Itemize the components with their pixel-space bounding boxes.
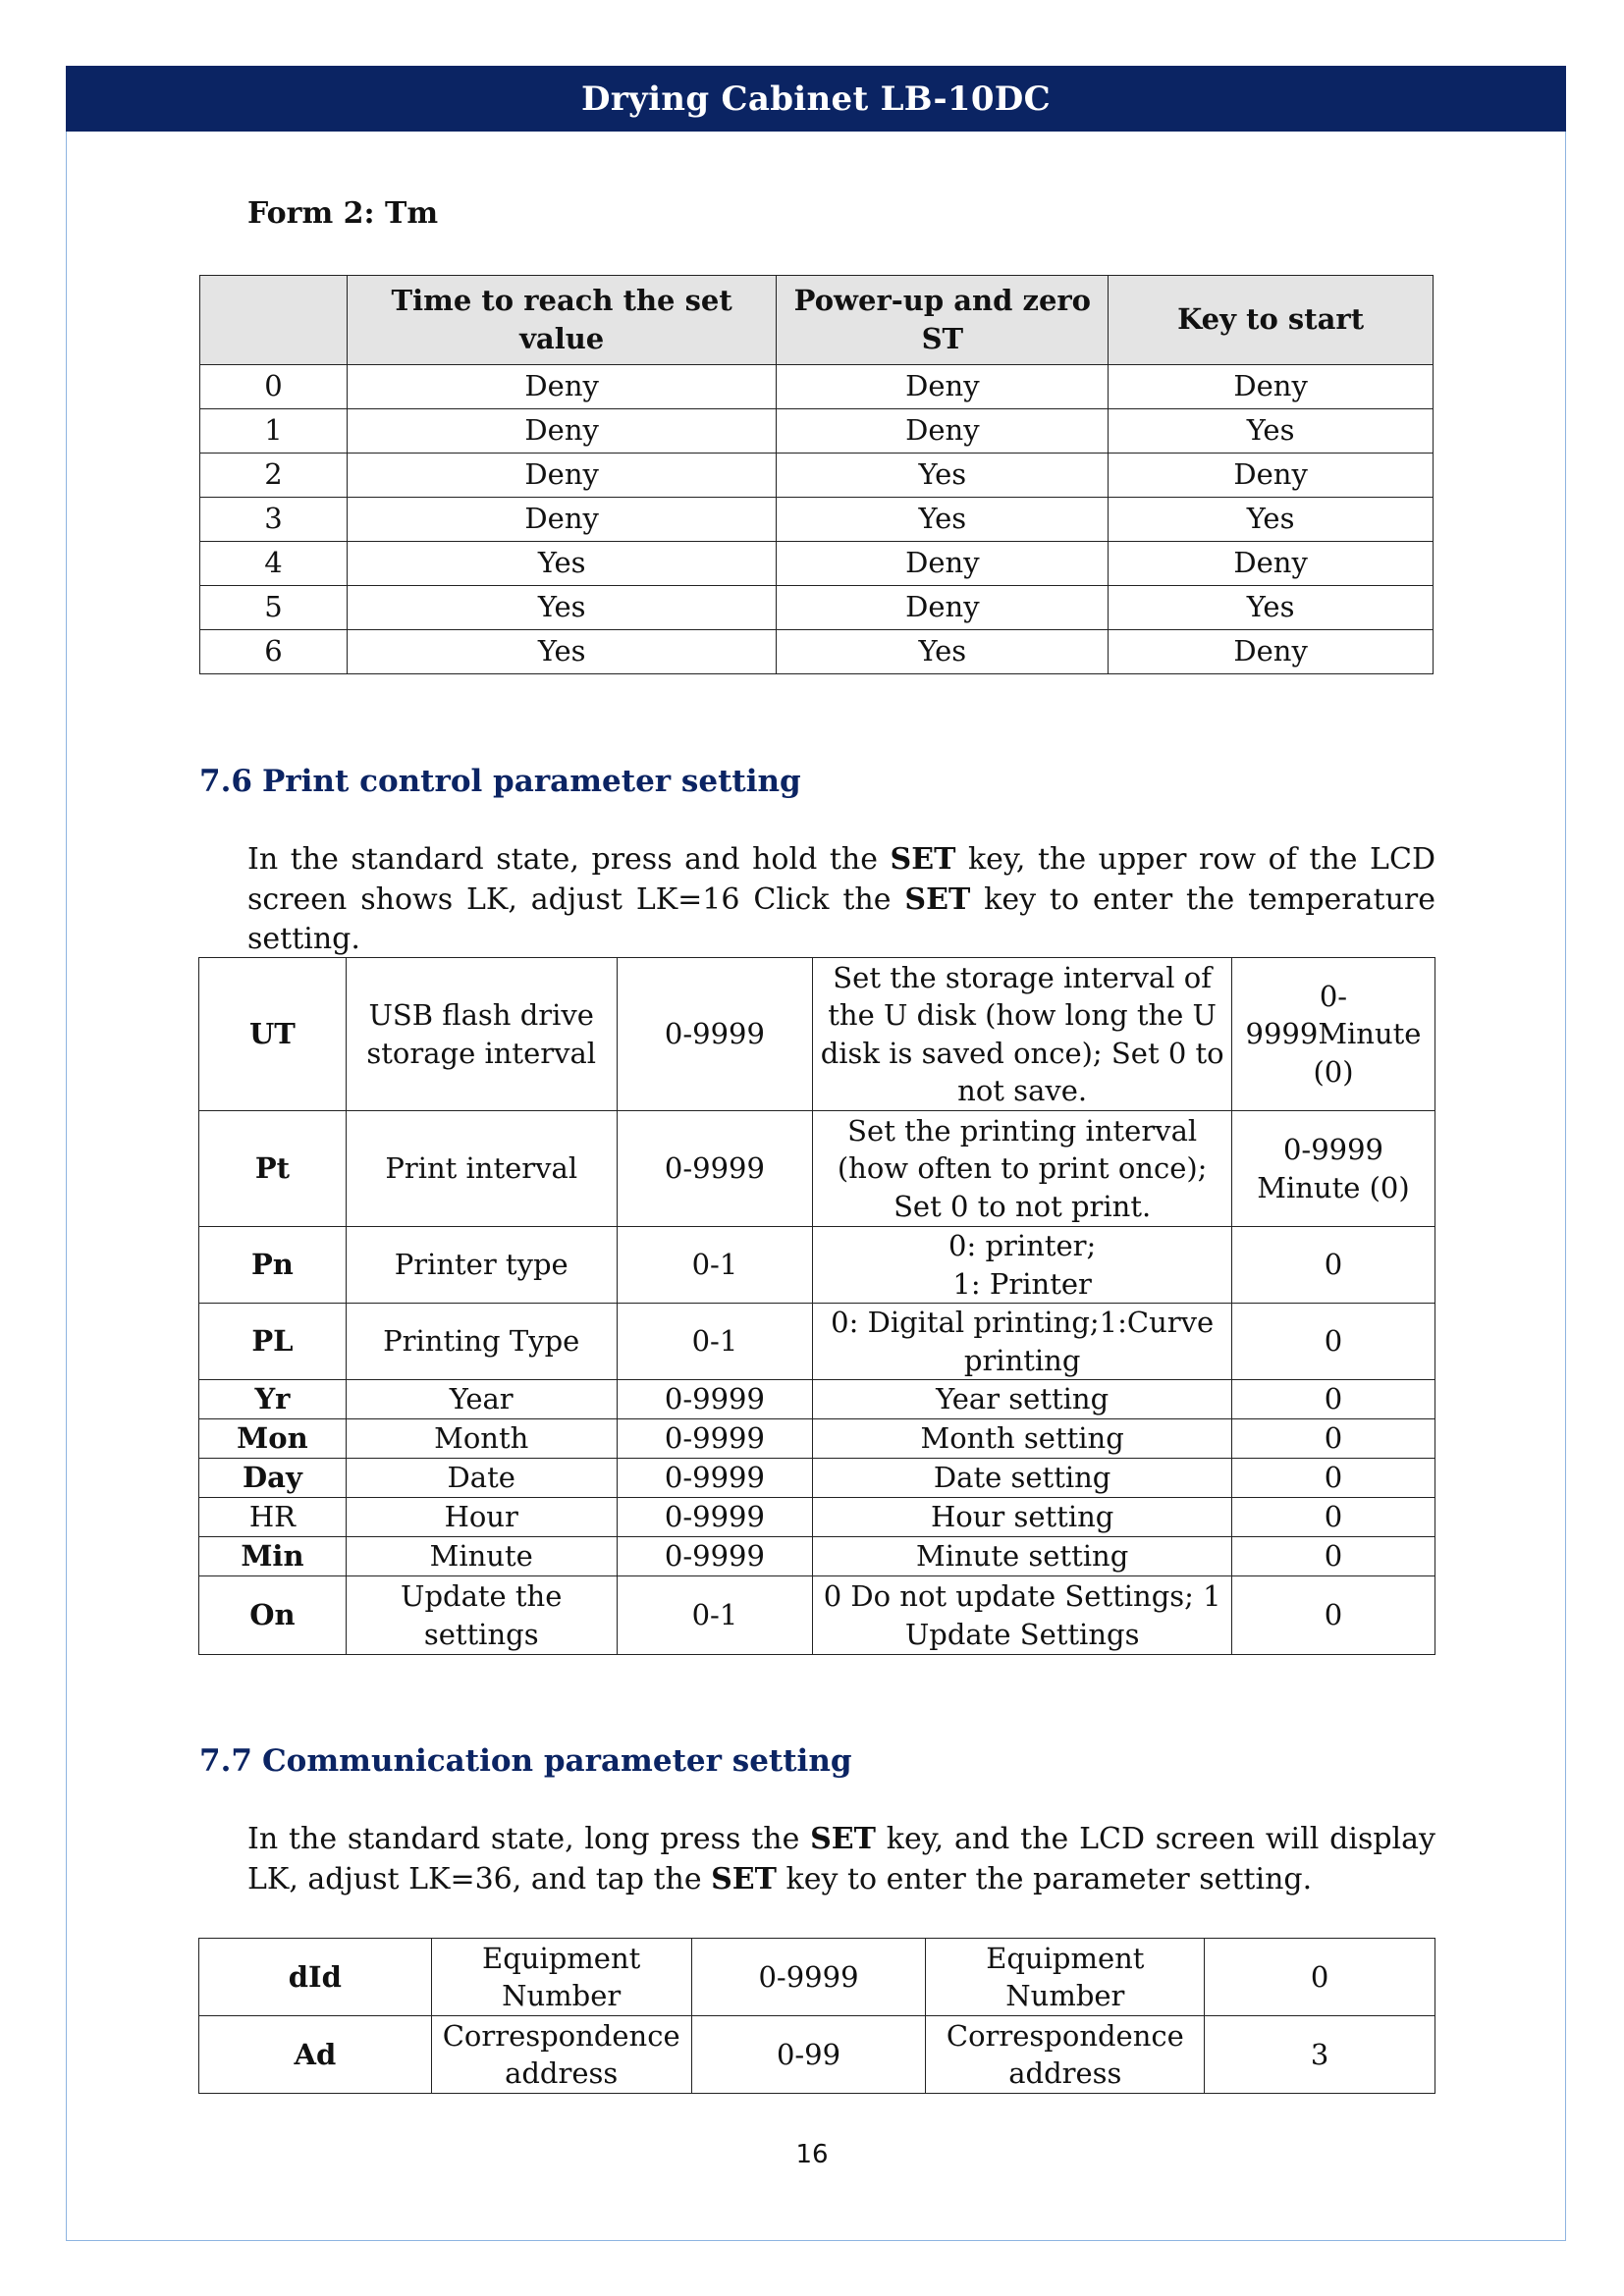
param-description: Month setting bbox=[813, 1419, 1232, 1459]
param-code: Mon bbox=[199, 1419, 347, 1459]
print-param-row bbox=[199, 1227, 1435, 1304]
document-title: Drying Cabinet LB-10DC bbox=[581, 79, 1051, 119]
param-description: Minute setting bbox=[813, 1537, 1232, 1576]
param-default: 0 bbox=[1205, 1939, 1435, 2016]
param-code: PL bbox=[199, 1304, 347, 1380]
tm-header-row bbox=[200, 276, 1434, 365]
tm-cell: Deny bbox=[1109, 630, 1434, 674]
param-name: Hour bbox=[346, 1498, 617, 1537]
page-number: 16 bbox=[795, 2140, 829, 2169]
section-title: Communication parameter setting bbox=[262, 1743, 852, 1779]
param-default: 0 bbox=[1231, 1576, 1435, 1655]
comm-param-row bbox=[199, 1939, 1435, 2016]
para-text: In the standard state, long press the bbox=[247, 1822, 811, 1856]
para-text: key, the upper row of the LCD screen shows LK, adjust LK=16 Click the bbox=[247, 842, 1435, 917]
tm-header-cell: Key to start bbox=[1109, 276, 1434, 365]
para-text: key to enter the parameter setting. bbox=[776, 1861, 1313, 1896]
tm-cell: 3 bbox=[200, 498, 348, 542]
tm-cell: 4 bbox=[200, 542, 348, 586]
section-number: 7.7 bbox=[199, 1743, 252, 1779]
print-param-row bbox=[199, 1498, 1435, 1537]
param-code: Ad bbox=[199, 2016, 432, 2094]
tm-cell: Deny bbox=[777, 542, 1109, 586]
print-param-row bbox=[199, 1419, 1435, 1459]
tm-cell: Deny bbox=[347, 365, 777, 409]
tm-row bbox=[200, 542, 1434, 586]
tm-cell: Deny bbox=[777, 409, 1109, 454]
param-range: 0-1 bbox=[617, 1304, 813, 1380]
section-title: Print control parameter setting bbox=[262, 764, 801, 799]
param-range: 0-9999 bbox=[617, 1111, 813, 1227]
set-key-label: SET bbox=[711, 1861, 777, 1896]
param-range: 0-9999 bbox=[617, 1419, 813, 1459]
param-description: Year setting bbox=[813, 1380, 1232, 1419]
param-default: 0 bbox=[1231, 1498, 1435, 1537]
param-range: 0-1 bbox=[617, 1576, 813, 1655]
param-range: 0-9999 bbox=[691, 1939, 926, 2016]
section-heading-7-7 bbox=[199, 1743, 852, 1779]
param-code: Min bbox=[199, 1537, 347, 1576]
tm-table bbox=[199, 275, 1434, 674]
param-default: 0 bbox=[1231, 1304, 1435, 1380]
tm-cell: Yes bbox=[1109, 409, 1434, 454]
tm-row bbox=[200, 454, 1434, 498]
print-param-row bbox=[199, 1576, 1435, 1655]
param-name: Printing Type bbox=[346, 1304, 617, 1380]
tm-row bbox=[200, 365, 1434, 409]
param-range: 0-9999 bbox=[617, 958, 813, 1111]
set-key-label: SET bbox=[890, 842, 956, 877]
param-code: On bbox=[199, 1576, 347, 1655]
set-key-label: SET bbox=[904, 881, 971, 917]
print-param-row bbox=[199, 1304, 1435, 1380]
param-default: 0 bbox=[1231, 1380, 1435, 1419]
tm-cell: Deny bbox=[777, 365, 1109, 409]
param-default: 0 bbox=[1231, 1419, 1435, 1459]
param-range: 0-1 bbox=[617, 1227, 813, 1304]
tm-cell: Yes bbox=[777, 498, 1109, 542]
form-caption: Form 2: Tm bbox=[247, 196, 439, 231]
section-7-6-paragraph bbox=[247, 840, 1435, 960]
param-range: 0-9999 bbox=[617, 1380, 813, 1419]
page-header bbox=[66, 66, 1566, 132]
tm-cell: 2 bbox=[200, 454, 348, 498]
tm-cell: Deny bbox=[347, 454, 777, 498]
param-default: 0-9999 Minute (0) bbox=[1231, 1111, 1435, 1227]
section-number: 7.6 bbox=[199, 764, 252, 799]
tm-cell: Yes bbox=[777, 454, 1109, 498]
param-default: 3 bbox=[1205, 2016, 1435, 2094]
param-name: Printer type bbox=[346, 1227, 617, 1304]
tm-cell: Deny bbox=[347, 409, 777, 454]
para-text: key to enter the temperature setting. bbox=[247, 881, 1435, 956]
param-name: Minute bbox=[346, 1537, 617, 1576]
communication-table bbox=[198, 1938, 1435, 2094]
section-7-7-paragraph bbox=[247, 1820, 1435, 1899]
tm-cell: Yes bbox=[1109, 498, 1434, 542]
print-control-table bbox=[198, 957, 1435, 1655]
param-description: 0: printer; 1: Printer bbox=[813, 1227, 1232, 1304]
param-code: Yr bbox=[199, 1380, 347, 1419]
tm-row bbox=[200, 409, 1434, 454]
para-text: In the standard state, press and hold the bbox=[247, 842, 891, 877]
param-default: 0 bbox=[1231, 1537, 1435, 1576]
param-name: Year bbox=[346, 1380, 617, 1419]
print-param-row bbox=[199, 1459, 1435, 1498]
tm-row bbox=[200, 630, 1434, 674]
tm-cell: Deny bbox=[777, 586, 1109, 630]
tm-cell: 1 bbox=[200, 409, 348, 454]
tm-header-cell: Time to reach the set value bbox=[347, 276, 777, 365]
comm-param-row bbox=[199, 2016, 1435, 2094]
tm-cell: Deny bbox=[1109, 454, 1434, 498]
param-range: 0-9999 bbox=[617, 1537, 813, 1576]
tm-cell: Yes bbox=[347, 542, 777, 586]
param-description: Date setting bbox=[813, 1459, 1232, 1498]
param-default: 0 bbox=[1231, 1459, 1435, 1498]
tm-header-cell: Power-up and zero ST bbox=[777, 276, 1109, 365]
tm-header-cell bbox=[200, 276, 348, 365]
param-description: 0: Digital printing;1:Curve printing bbox=[813, 1304, 1232, 1380]
param-code: Pn bbox=[199, 1227, 347, 1304]
param-code: dId bbox=[199, 1939, 432, 2016]
print-param-row bbox=[199, 958, 1435, 1111]
tm-cell: Yes bbox=[347, 630, 777, 674]
param-description: Hour setting bbox=[813, 1498, 1232, 1537]
param-range: 0-9999 bbox=[617, 1459, 813, 1498]
param-description: Correspondence address bbox=[926, 2016, 1205, 2094]
tm-cell: Deny bbox=[347, 498, 777, 542]
tm-cell: Yes bbox=[347, 586, 777, 630]
param-default: 0-9999Minute (0) bbox=[1231, 958, 1435, 1111]
tm-cell: Deny bbox=[1109, 365, 1434, 409]
tm-row bbox=[200, 586, 1434, 630]
para-text: key, and the LCD screen will display LK, adjust LK=36, and tap the bbox=[247, 1822, 1435, 1896]
print-param-row bbox=[199, 1537, 1435, 1576]
param-code: UT bbox=[199, 958, 347, 1111]
param-range: 0-99 bbox=[691, 2016, 926, 2094]
tm-cell: 5 bbox=[200, 586, 348, 630]
print-param-row bbox=[199, 1111, 1435, 1227]
param-name: Print interval bbox=[346, 1111, 617, 1227]
param-description: Set the storage interval of the U disk (how long the U disk is saved once); Set 0 to not save. bbox=[813, 958, 1232, 1111]
param-name: Equipment Number bbox=[431, 1939, 691, 2016]
param-default: 0 bbox=[1231, 1227, 1435, 1304]
param-code: HR bbox=[199, 1498, 347, 1537]
section-heading-7-6 bbox=[199, 764, 801, 799]
param-range: 0-9999 bbox=[617, 1498, 813, 1537]
param-name: Correspondence address bbox=[431, 2016, 691, 2094]
param-name: Date bbox=[346, 1459, 617, 1498]
print-param-row bbox=[199, 1380, 1435, 1419]
param-description: Equipment Number bbox=[926, 1939, 1205, 2016]
param-code: Pt bbox=[199, 1111, 347, 1227]
param-description: Set the printing interval (how often to print once); Set 0 to not print. bbox=[813, 1111, 1232, 1227]
tm-row bbox=[200, 498, 1434, 542]
tm-cell: 0 bbox=[200, 365, 348, 409]
param-description: 0 Do not update Settings; 1 Update Settings bbox=[813, 1576, 1232, 1655]
param-code: Day bbox=[199, 1459, 347, 1498]
tm-cell: Yes bbox=[777, 630, 1109, 674]
tm-cell: Yes bbox=[1109, 586, 1434, 630]
param-name: Update the settings bbox=[346, 1576, 617, 1655]
tm-cell: 6 bbox=[200, 630, 348, 674]
tm-cell: Deny bbox=[1109, 542, 1434, 586]
param-name: USB flash drive storage interval bbox=[346, 958, 617, 1111]
param-name: Month bbox=[346, 1419, 617, 1459]
set-key-label: SET bbox=[810, 1822, 876, 1856]
